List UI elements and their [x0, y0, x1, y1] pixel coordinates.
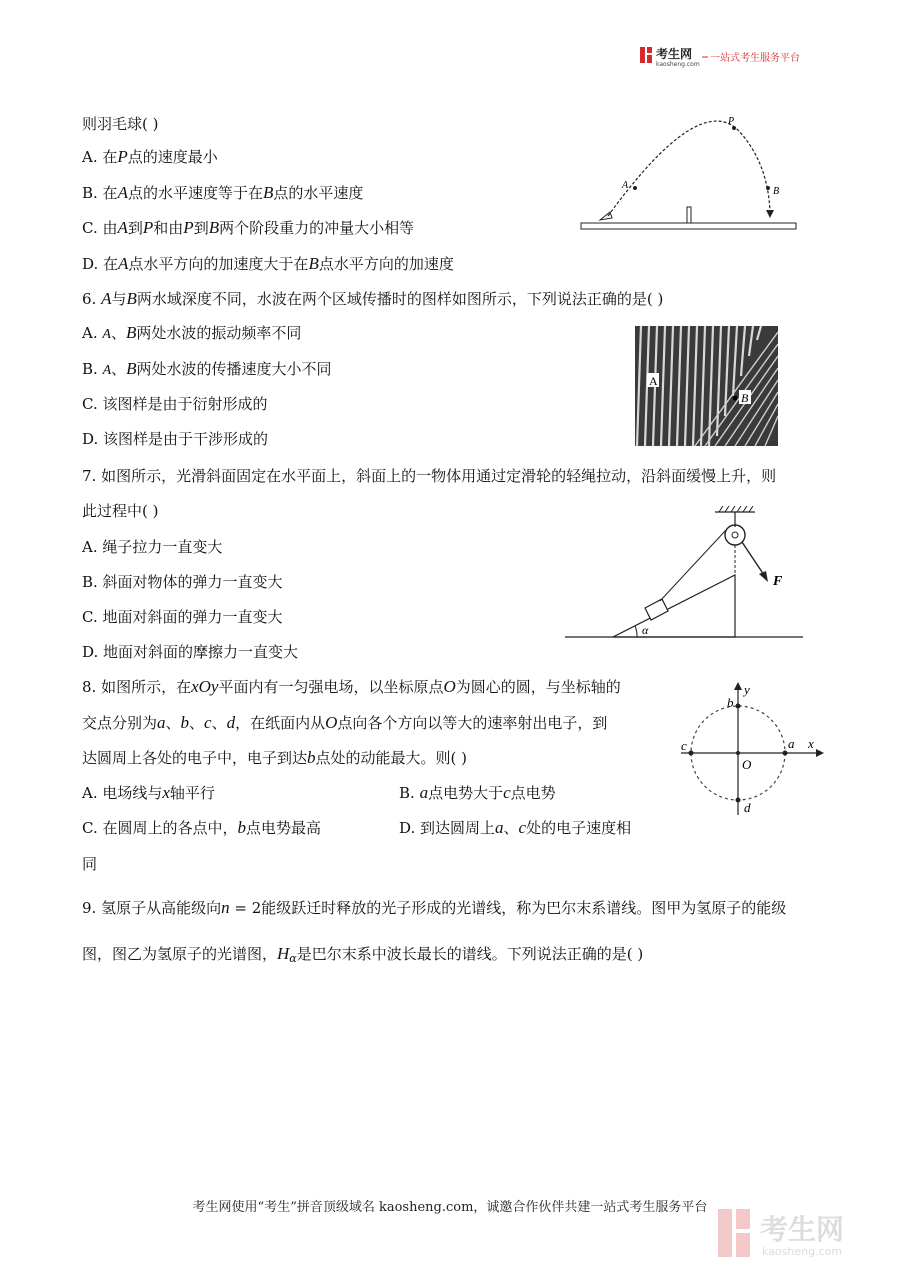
q6-option-a: A. A、B两处水波的振动频率不同 [82, 323, 302, 342]
q7-option-a: A. 绳子拉力一直变大 [82, 538, 223, 556]
fig-label-f: F [773, 574, 783, 589]
header-logo [640, 44, 820, 68]
fig-label-o: O [742, 757, 752, 772]
q7-option-b: B. 斜面对物体的弹力一直变大 [82, 573, 283, 591]
q7-stem-line2: 此过程中( ) [82, 502, 159, 520]
q5-stem: 则羽毛球( ) [82, 115, 159, 133]
logo-text: 考生网 [656, 47, 693, 61]
q5-option-d: D. 在A点水平方向的加速度大于在B点水平方向的加速度 [82, 254, 454, 273]
fig-label-c: c [681, 738, 687, 753]
q8-option-c: C. 在圆周上的各点中，b点电势最高 [82, 818, 321, 837]
q8-option-d-cont: 同 [82, 855, 98, 873]
fig-label-a: A [622, 180, 629, 191]
fig-label-b: B [741, 391, 749, 405]
fig-label-b: b [727, 695, 734, 710]
q6-option-d: D. 该图样是由于干涉形成的 [82, 430, 269, 448]
q8-option-d: D. 到达圆周上a、c处的电子速度相 [399, 818, 632, 837]
q5-trajectory-figure [578, 112, 800, 236]
q6-option-c: C. 该图样是由于衍射形成的 [82, 395, 268, 413]
watermark-sub: kaosheng.com [762, 1245, 843, 1258]
fig-label-x: x [808, 736, 814, 751]
q7-option-d: D. 地面对斜面的摩擦力一直变大 [82, 643, 299, 661]
fig-label-alpha: α [642, 623, 649, 637]
fig-label-b: B [773, 186, 780, 197]
fig-label-p: P [728, 116, 735, 127]
q7-stem-line1: 7. 如图所示，光滑斜面固定在水平面上，斜面上的一物体用通过定滑轮的轻绳拉动，沿斜面缓慢上升，则 [82, 467, 777, 485]
q7-option-c: C. 地面对斜面的弹力一直变大 [82, 608, 283, 626]
q9-stem-line2: 图，图乙为氢原子的光谱图，$H_\alpha$是巴尔末系中波长最长的谱线。下列说法正确的是( ) [82, 944, 644, 965]
footer-text: 考生网使用“考生”拼音顶级域名 kaosheng.com，诚邀合作伙伴共建一站式考生服务平台 [192, 1200, 708, 1215]
q6-wave-photo [635, 326, 778, 446]
q9-stem-line1: 9. 氢原子从高能级向n = 2能级跃迁时释放的光子形成的光谱线，称为巴尔末系谱线。图甲为氢原子的能级 [82, 898, 787, 917]
fig-label-a: A [649, 374, 658, 388]
watermark-logo-icon [716, 1203, 896, 1263]
fig-label-a: a [788, 736, 795, 751]
q7-incline-figure [565, 505, 805, 645]
logo-sub: kaosheng.com [656, 61, 700, 68]
q5-option-c: C. 由A到P和由P到B两个阶段重力的冲量大小相等 [82, 218, 415, 237]
q8-option-b: B. a点电势大于c点电势 [399, 783, 556, 802]
q8-stem-line2: 交点分别为a、b、c、d，在纸面内从O点向各个方向以等大的速率射出电子，到 [82, 713, 608, 732]
kaosheng-logo-icon [640, 44, 820, 68]
q6-stem: 6. A与B两水域深度不同，水波在两个区域传播时的图样如图所示，下列说法正确的是( ) [82, 289, 664, 308]
q5-option-b: B. 在A点的水平速度等于在B点的水平速度 [82, 183, 364, 202]
q8-stem-line1: 8. 如图所示，在xOy平面内有一匀强电场，以坐标原点O为圆心的圆，与坐标轴的 [82, 677, 621, 696]
header-slogan: 一站式考生服务平台 [710, 53, 800, 64]
watermark-text: 考生网 [760, 1213, 845, 1246]
q5-option-a: A. 在P点的速度最小 [82, 147, 218, 166]
q8-circle-figure [676, 680, 826, 820]
fig-label-d: d [744, 800, 751, 815]
q8-stem-line3: 达圆周上各处的电子中，电子到达b点处的动能最大。则( ) [82, 748, 467, 767]
fig-label-y: y [744, 682, 750, 697]
q6-option-b: B. A、B两处水波的传播速度大小不同 [82, 359, 332, 378]
q8-option-a: A. 电场线与x轴平行 [82, 783, 215, 802]
